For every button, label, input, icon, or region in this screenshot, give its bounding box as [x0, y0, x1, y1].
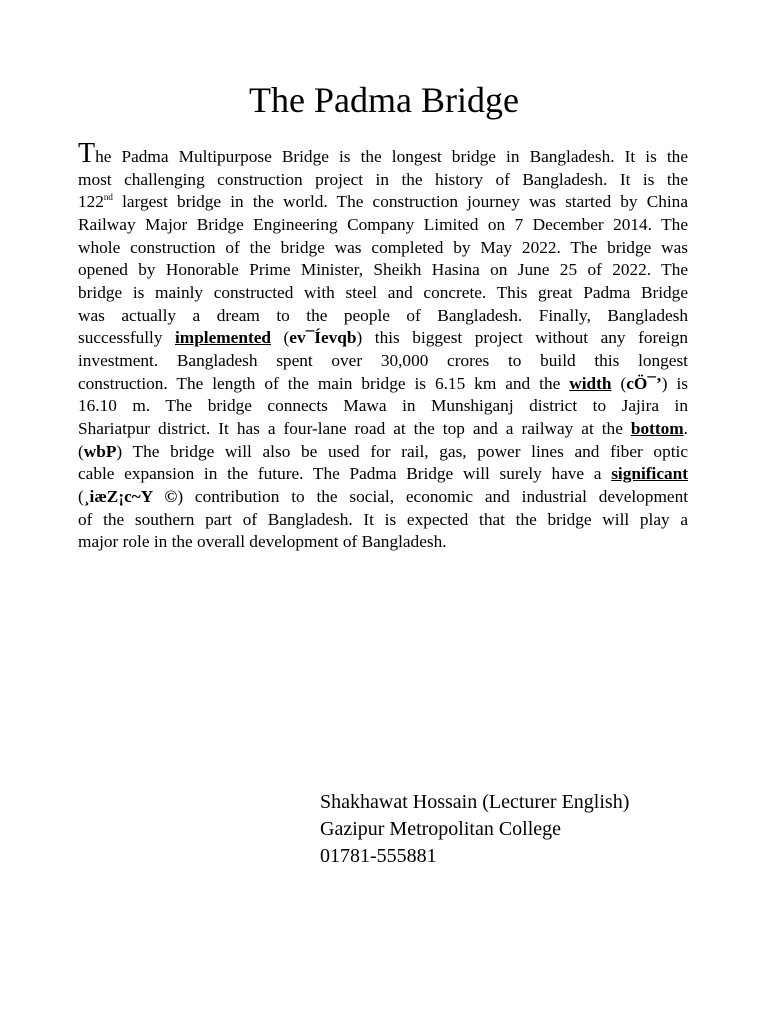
author-college: Gazipur Metropolitan College — [320, 818, 562, 840]
paragraph-line — [78, 237, 688, 260]
line-text: ( — [271, 328, 290, 348]
line-text: most challenging construction project in the history of Bangladesh. It is the — [78, 169, 688, 189]
line-text: investment. Bangladesh spent over 30,000 crores to build this longest — [78, 350, 688, 370]
line-text: successfully — [78, 328, 175, 348]
line-text: ( — [78, 486, 84, 506]
line-text: ) is — [661, 373, 688, 393]
article-paragraph — [78, 138, 689, 554]
bangla-meaning: ¸iæZ¡c~Y © — [83, 486, 178, 506]
bangla-meaning: cÖ¯’ — [626, 373, 662, 393]
line-text: ) this biggest project without any foreign — [356, 328, 688, 348]
line-text: . — [683, 418, 688, 438]
line-text: major role in the overall development of Bangladesh. — [78, 532, 447, 552]
line-text: ) The bridge will also be used for rail, gas, power lines and fiber optic — [116, 441, 688, 461]
paragraph-line — [78, 282, 688, 305]
paragraph-line — [78, 418, 688, 441]
line-text: whole construction of the bridge was completed by May 2022. The bridge was — [78, 237, 688, 257]
line-text: construction. The length of the main bridge is 6.15 km and the — [78, 373, 570, 393]
line-text: 122 — [78, 192, 104, 212]
line-text: of the southern part of Bangladesh. It is expected that the bridge will play a — [78, 509, 688, 529]
line-text: bridge is mainly constructed with steel and concrete. This great Padma Bridge — [78, 282, 688, 302]
paragraph-line — [78, 509, 688, 532]
line-text: was actually a dream to the people of Bangladesh. Finally, Bangladesh — [78, 305, 688, 325]
page-title: The Padma Bridge — [249, 80, 519, 120]
paragraph-line — [78, 259, 688, 282]
paragraph-line — [78, 327, 688, 350]
line-text: ( — [78, 441, 84, 461]
author-signature-block — [320, 789, 629, 870]
line-text: cable expansion in the future. The Padma Bridge will surely have a — [78, 464, 612, 484]
paragraph-line — [78, 191, 688, 214]
line-text: Shariatpur district. It has a four-lane road at the top and a railway at the — [78, 418, 631, 438]
paragraph-line — [78, 169, 688, 192]
line-text: ) contribution to the social, economic and industrial development — [177, 486, 689, 506]
paragraph-line — [78, 531, 688, 554]
vocab-word-significant: significant — [611, 464, 688, 484]
author-phone: 01781-555881 — [320, 845, 437, 867]
author-name: Shakhawat Hossain (Lecturer English) — [320, 791, 630, 813]
paragraph-line — [78, 305, 688, 328]
paragraph-line — [78, 395, 688, 418]
line-text: opened by Honorable Prime Minister, Sheikh Hasina on June 25 of 2022. The — [78, 260, 688, 280]
vocab-word-bottom: bottom — [630, 418, 684, 438]
line-text: 16.10 m. The bridge connects Mawa in Munshiganj district to Jajira in — [78, 396, 688, 416]
paragraph-line — [78, 214, 688, 237]
paragraph-line — [78, 441, 688, 464]
paragraph-line — [78, 350, 688, 373]
line-text: he Padma Multipurpose Bridge is the longest bridge in Bangladesh. It is the — [95, 147, 688, 166]
paragraph-line — [78, 463, 688, 486]
drop-cap: T — [78, 138, 96, 169]
line-text: Railway Major Bridge Engineering Company Limited on 7 December 2014. The — [78, 214, 688, 234]
paragraph-line — [78, 373, 688, 396]
bangla-meaning: wbP — [83, 441, 117, 461]
vocab-word-implemented: implemented — [175, 328, 271, 348]
bangla-meaning: ev¯Íevqb — [289, 328, 357, 348]
paragraph-line — [78, 486, 688, 509]
vocab-word-width: width — [569, 373, 612, 393]
ordinal-suffix: nd — [103, 192, 113, 203]
line-text: ( — [611, 373, 627, 393]
paragraph-line — [78, 138, 688, 169]
line-text: largest bridge in the world. The construction journey was started by China — [112, 192, 688, 212]
